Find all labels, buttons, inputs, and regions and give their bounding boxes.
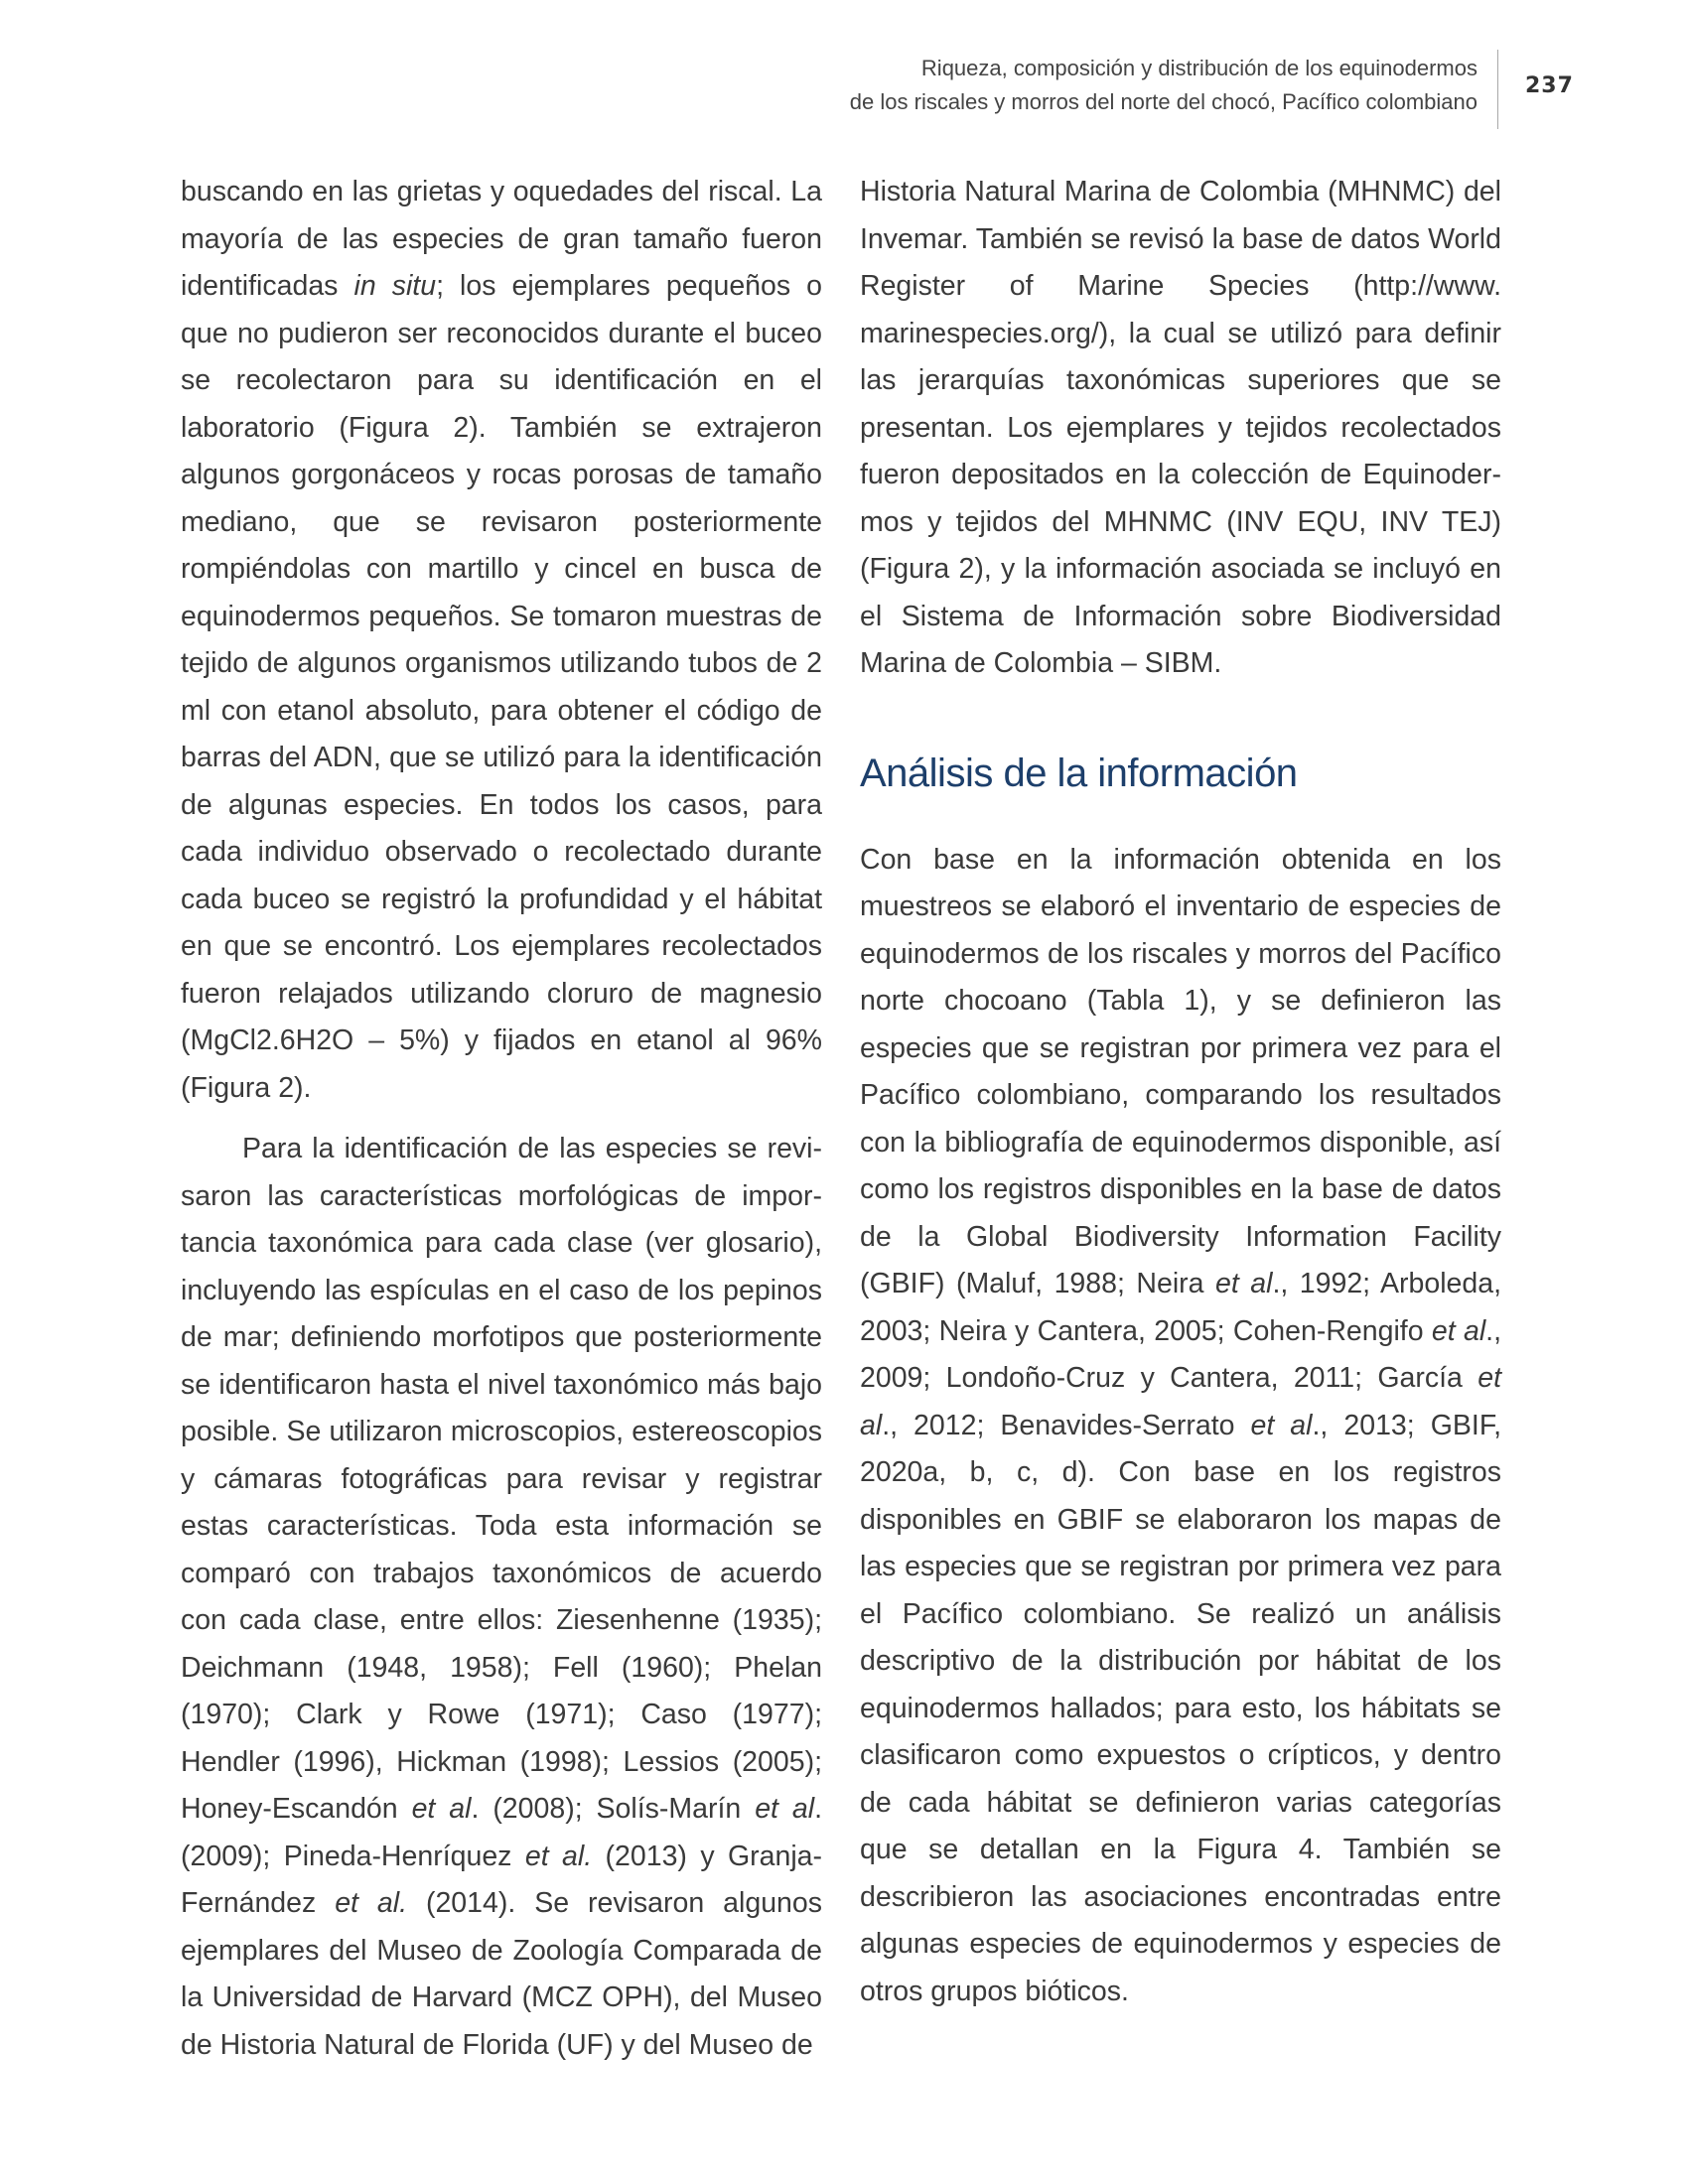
paragraph-methods-deposit: Historia Natural Marina de Colombia (MHNMC) del Invemar. También se revisó la base de datos World Register of Marine Species (http://www.​marinespecies.org/), la cual se utilizó para definir las jerarquías taxonómicas superiores que se presentan. Los ejemplares y tejidos recolectados fueron depositados en la colección de Equinodermos y tejidos del MHNMC (INV EQU, INV TEJ) (Figura 2), y la información asociada se incluyó en el Sistema de Información sobre Biodiversidad Marina de Colombia – SIBM. — [860, 176, 1501, 679]
left-column — [181, 169, 822, 2069]
running-header-line-2: de los riscales y morros del norte del chocó, Pacífico colombiano — [849, 89, 1477, 114]
running-header — [683, 52, 1477, 119]
paragraph-analysis: Con base en la información obtenida en los muestreos se elaboró el inventario de especies de equinodermos de los riscales y morros del Pacífico norte chocoano (Tabla 1), y se definieron las especies que se registran por primera vez para el Pacífico colombiano, comparando los resultados con la bibliografía de equinodermos disponible, así como los registros disponibles en la base de datos de la Global Biodiversity Information Facility (GBIF) (Maluf, 1988; Neira et al., 1992; Arboleda, 2003; Neira y Cantera, 2005; Cohen-Rengifo et al., 2009; Londoño-Cruz y Cantera, 2011; García et al., 2012; Benavides-Serrato et al., 2013; GBIF, 2020a, b, c, d). Con base en los registros disponibles en GBIF se elaboraron los mapas de las especies que se registran por primera vez para el Pacífico colombiano. Se realizó un análisis descriptivo de la distribución por hábitat de los equinodermos hallados; para esto, los hábitats se clasificaron como expuestos o crípticos, y dentro de cada hábitat se definieron varias categorías que se detallan en la Figura 4. También se describieron las asociaciones encontradas entre algunas especies de equinodermos y especies de otros grupos bióticos. — [860, 843, 1502, 2007]
paragraph-methods-collection: buscando en las grietas y oquedades del riscal. La mayoría de las especies de gran tamaño fueron identificadas in situ; los ejemplares pequeños o que no pudieron ser reconocidos durante el buceo se recolectaron para su identificación en el laboratorio (Figura 2). También se extrajeron algunos gorgonáceos y rocas porosas de tamaño mediano, que se revisaron posteriormente rompiéndolas con martillo y cincel en busca de equinodermos pequeños. Se tomaron muestras de tejido de algunos organismos utilizando tubos de 2 ml con etanol absoluto, para obtener el código de barras del ADN, que se utilizó para la identificación de algunas especies. En todos los casos, para cada individuo observado o recolectado durante cada buceo se registró la profundidad y el hábitat en que se encontró. Los ejemplares recolectados fueron relajados utilizando cloruro de magnesio (MgCl2.6H2O – 5%) y fijados en etanol al 96% (Figura 2). — [181, 176, 823, 1104]
page-number: 237 — [1525, 73, 1574, 98]
running-header-line-1: Riqueza, composición y distribución de los equinodermos — [920, 56, 1477, 80]
section-heading: Análisis de la información — [860, 751, 1298, 795]
right-column — [860, 169, 1501, 2015]
header-divider — [1497, 50, 1498, 129]
paragraph-methods-identification: Para la identificación de las especies se revisaron las características morfológicas de importancia taxonómica para cada clase (ver glosario), incluyendo las espículas en el caso de los pepinos de mar; definiendo morfotipos que posteriormente se identificaron hasta el nivel taxonómico más bajo posible. Se utilizaron microscopios, estereoscopios y cámaras fotográficas para revisar y registrar estas características. Toda esta información se comparó con trabajos taxonómicos de acuerdo con cada clase, entre ellos: Ziesenhenne (1935); Deichmann (1948, 1958); Fell (1960); Phelan (1970); Clark y Rowe (1971); Caso (1977); Hendler (1996), Hickman (1998); Lessios (2005); Honey-Escandón et al. (2008); Solís-Marín et al. (2009); Pineda-Henríquez et al. (2013) y Granja-Fernández et al. (2014). Se revisaron algunos ejemplares del Museo de Zoología Comparada de la Universidad de Harvard (MCZ OPH), del Museo de Historia Natural de Florida (UF) y del Museo de — [181, 1133, 822, 2061]
